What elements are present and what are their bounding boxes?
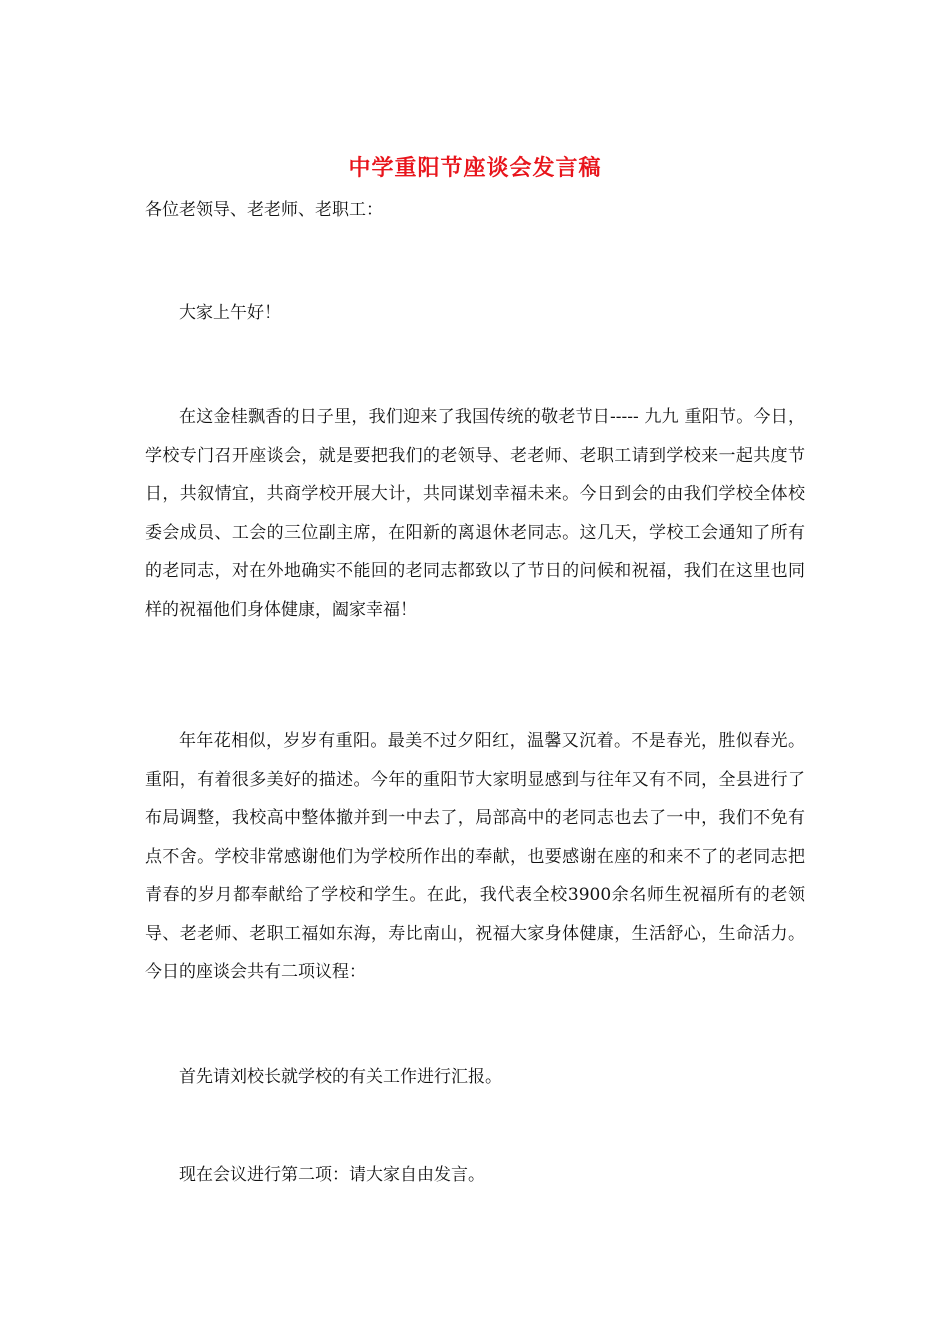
paragraph-opening: 在这金桂飘香的日子里，我们迎来了我国传统的敬老节日----- 九九 重阳节。今日，学校专门召开座谈会，就是要把我们的老领导、老老师、老职工请到学校来一起共度节日，共叙情宜，共商学校开展大计，共同谋划幸福未来。今日到会的由我们学校全体校委会成员、工会的三位副主席，在阳新的离退休老同志。这几天，学校工会通知了所有的老同志，对在外地确实不能回的老同志都致以了节日的问候和祝福，我们在这里也同样的祝福他们身体健康，阖家幸福！ — [145, 407, 805, 620]
document-title: 中学重阳节座谈会发言稿 — [348, 155, 602, 181]
paragraph-reflection: 年年花相似，岁岁有重阳。最美不过夕阳红，温馨又沉着。不是春光，胜似春光。重阳，有着很多美好的描述。今年的重阳节大家明显感到与往年又有不同，全县进行了布局调整，我校高中整体撤并到一中去了，局部高中的老同志也去了一中，我们不免有点不舍。学校非常感谢他们为学校所作出的奉献，也要感谢在座的和来不了的老同志把青春的岁月都奉献给了学校和学生。在此，我代表全校3900余名师生祝福所有的老领导、老老师、老职工福如东海，寿比南山，祝福大家身体健康，生活舒心，生命活力。今日的座谈会共有二项议程： — [145, 731, 805, 982]
salutation: 各位老领导、老老师、老职工： — [145, 200, 383, 220]
greeting-paragraph: 大家上午好！ — [179, 303, 281, 323]
paragraph-agenda-second: 现在会议进行第二项：请大家自由发言。 — [179, 1165, 485, 1185]
paragraph-agenda-first: 首先请刘校长就学校的有关工作进行汇报。 — [179, 1067, 502, 1087]
